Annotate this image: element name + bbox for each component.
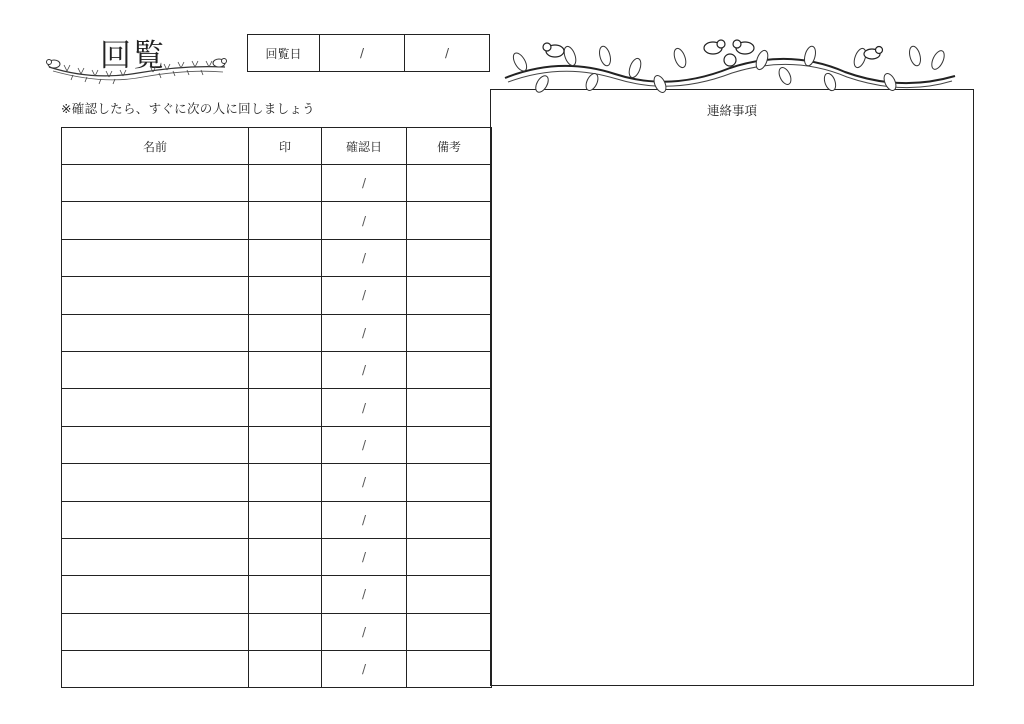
confirm-date-cell[interactable]: / <box>322 613 407 650</box>
name-cell[interactable] <box>62 651 249 688</box>
seal-cell[interactable] <box>249 277 322 314</box>
confirm-date-cell[interactable]: / <box>322 501 407 538</box>
seal-cell[interactable] <box>249 538 322 575</box>
confirm-date-cell[interactable]: / <box>322 426 407 463</box>
name-cell[interactable] <box>62 165 249 202</box>
confirm-date-cell[interactable]: / <box>322 277 407 314</box>
remarks-cell[interactable] <box>407 613 492 650</box>
name-cell[interactable] <box>62 501 249 538</box>
seal-cell[interactable] <box>249 351 322 388</box>
confirm-date-cell[interactable]: / <box>322 538 407 575</box>
confirm-date-cell[interactable]: / <box>322 464 407 501</box>
table-row <box>62 613 492 650</box>
seal-cell[interactable] <box>249 576 322 613</box>
remarks-cell[interactable] <box>407 538 492 575</box>
name-cell[interactable] <box>62 613 249 650</box>
confirm-date-cell[interactable]: / <box>322 165 407 202</box>
confirm-date-cell[interactable]: / <box>322 351 407 388</box>
name-cell[interactable] <box>62 464 249 501</box>
remarks-cell[interactable] <box>407 277 492 314</box>
remarks-cell[interactable] <box>407 651 492 688</box>
header-confirm-date: 確認日 <box>322 128 407 165</box>
table-row <box>62 239 492 276</box>
seal-cell[interactable] <box>249 501 322 538</box>
confirm-date-cell[interactable]: / <box>322 651 407 688</box>
header-remarks: 備考 <box>407 128 492 165</box>
bird-branch-icon <box>43 55 233 85</box>
table-row <box>62 538 492 575</box>
table-row <box>62 576 492 613</box>
table-row <box>62 389 492 426</box>
name-cell[interactable] <box>62 576 249 613</box>
header-name: 名前 <box>62 128 249 165</box>
name-cell[interactable] <box>62 202 249 239</box>
notice-text: ※確認したら、すぐに次の人に回しましょう <box>61 101 315 116</box>
circulation-date-label: 回覧日 <box>248 35 320 71</box>
seal-cell[interactable] <box>249 651 322 688</box>
memo-title: 連絡事項 <box>706 103 757 118</box>
table-row <box>62 202 492 239</box>
confirm-date-cell[interactable]: / <box>322 576 407 613</box>
name-cell[interactable] <box>62 426 249 463</box>
remarks-cell[interactable] <box>407 426 492 463</box>
seal-cell[interactable] <box>249 314 322 351</box>
header-seal: 印 <box>249 128 322 165</box>
seal-cell[interactable] <box>249 426 322 463</box>
seal-cell[interactable] <box>249 165 322 202</box>
circulation-date-day[interactable]: / <box>444 46 450 60</box>
table-header-row <box>62 128 492 165</box>
table-row <box>62 277 492 314</box>
remarks-cell[interactable] <box>407 389 492 426</box>
circulation-date-month[interactable]: / <box>320 35 405 71</box>
name-cell[interactable] <box>62 538 249 575</box>
table-row <box>62 651 492 688</box>
remarks-cell[interactable] <box>407 576 492 613</box>
seal-cell[interactable] <box>249 239 322 276</box>
table-row <box>62 165 492 202</box>
name-cell[interactable] <box>62 389 249 426</box>
page-title: 回覧 <box>100 38 166 74</box>
remarks-cell[interactable] <box>407 351 492 388</box>
seal-cell[interactable] <box>249 389 322 426</box>
remarks-cell[interactable] <box>407 202 492 239</box>
table-row <box>62 314 492 351</box>
remarks-cell[interactable] <box>407 239 492 276</box>
name-cell[interactable] <box>62 314 249 351</box>
bird-vine-icon <box>500 38 960 94</box>
seal-cell[interactable] <box>249 613 322 650</box>
confirm-date-cell[interactable]: / <box>322 239 407 276</box>
circulation-date-box <box>247 34 490 72</box>
remarks-cell[interactable] <box>407 314 492 351</box>
confirm-date-cell[interactable]: / <box>322 389 407 426</box>
roster-table <box>61 127 492 688</box>
name-cell[interactable] <box>62 351 249 388</box>
seal-cell[interactable] <box>249 464 322 501</box>
table-row <box>62 501 492 538</box>
table-row <box>62 351 492 388</box>
seal-cell[interactable] <box>249 202 322 239</box>
name-cell[interactable] <box>62 277 249 314</box>
table-row <box>62 426 492 463</box>
confirm-date-cell[interactable]: / <box>322 314 407 351</box>
remarks-cell[interactable] <box>407 464 492 501</box>
remarks-cell[interactable] <box>407 165 492 202</box>
memo-box[interactable] <box>490 89 974 686</box>
table-row <box>62 464 492 501</box>
remarks-cell[interactable] <box>407 501 492 538</box>
confirm-date-cell[interactable]: / <box>322 202 407 239</box>
name-cell[interactable] <box>62 239 249 276</box>
